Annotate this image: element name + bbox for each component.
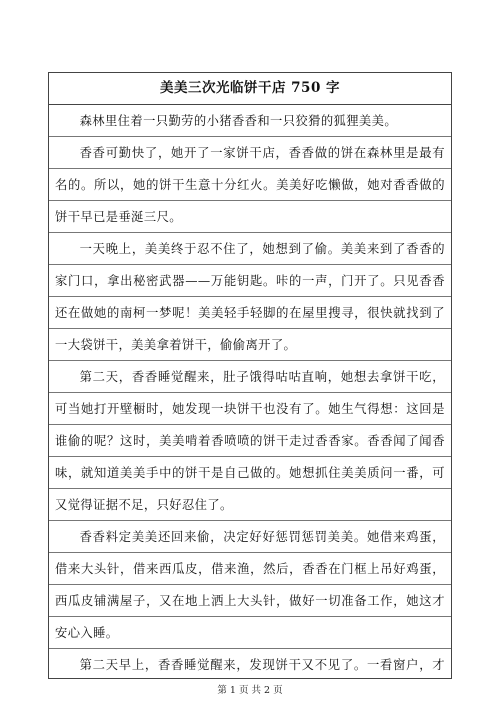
paragraph: 第二天，香香睡觉醒来，肚子饿得咕咕直响，她想去拿饼干吃，可当她打开壁橱时，她发现一块饼干也没有了。她生气得想：这回是谁偷的呢？这时，美美啃着香喷喷的饼干走过香香家。香香闻了闻香味，就知道美美手中的饼干是自己做的。她想抓住美美质问一番，可又觉得证据不足，只好忍住了。 — [55, 370, 445, 512]
document-title: 美美三次光临饼干店 750 字 — [49, 73, 451, 105]
paragraph: 香香料定美美还回来偷，决定好好惩罚惩罚美美。她借来鸡蛋，借来大头针，借来西瓜皮，借来渔，然后，香香在门框上吊好鸡蛋，西瓜皮铺满屋子，又在地上洒上大头针，做好一切准备工作，她这才安心入睡。 — [55, 530, 445, 640]
document-body — [49, 105, 451, 678]
page-footer: 第 1 页 共 2 页 — [217, 685, 283, 696]
paragraph: 香香可勤快了，她开了一家饼干店，香香做的饼在森林里是最有名的。所以，她的饼干生意十分红火。美美好吃懒做，她对香香做的饼干早已是垂涎三尺。 — [55, 146, 445, 224]
document-table — [48, 72, 452, 679]
paragraph: 第二天早上，香香睡觉醒来，发现饼干又不见了。一看窗户，才 — [79, 658, 445, 672]
paragraph: 一天晚上，美美终于忍不住了，她想到了偷。美美来到了香香的家门口，拿出秘密武器——万能钥匙。咔的一声，门开了。只见香香还在做她的南柯一梦呢！美美轻手轻脚的在屋里搜寻，很快就找到了一大袋饼干，美美拿着饼干，偷偷离开了。 — [55, 242, 445, 352]
paragraph: 森林里住着一只勤劳的小猪香香和一只狡猾的狐狸美美。 — [79, 114, 398, 128]
